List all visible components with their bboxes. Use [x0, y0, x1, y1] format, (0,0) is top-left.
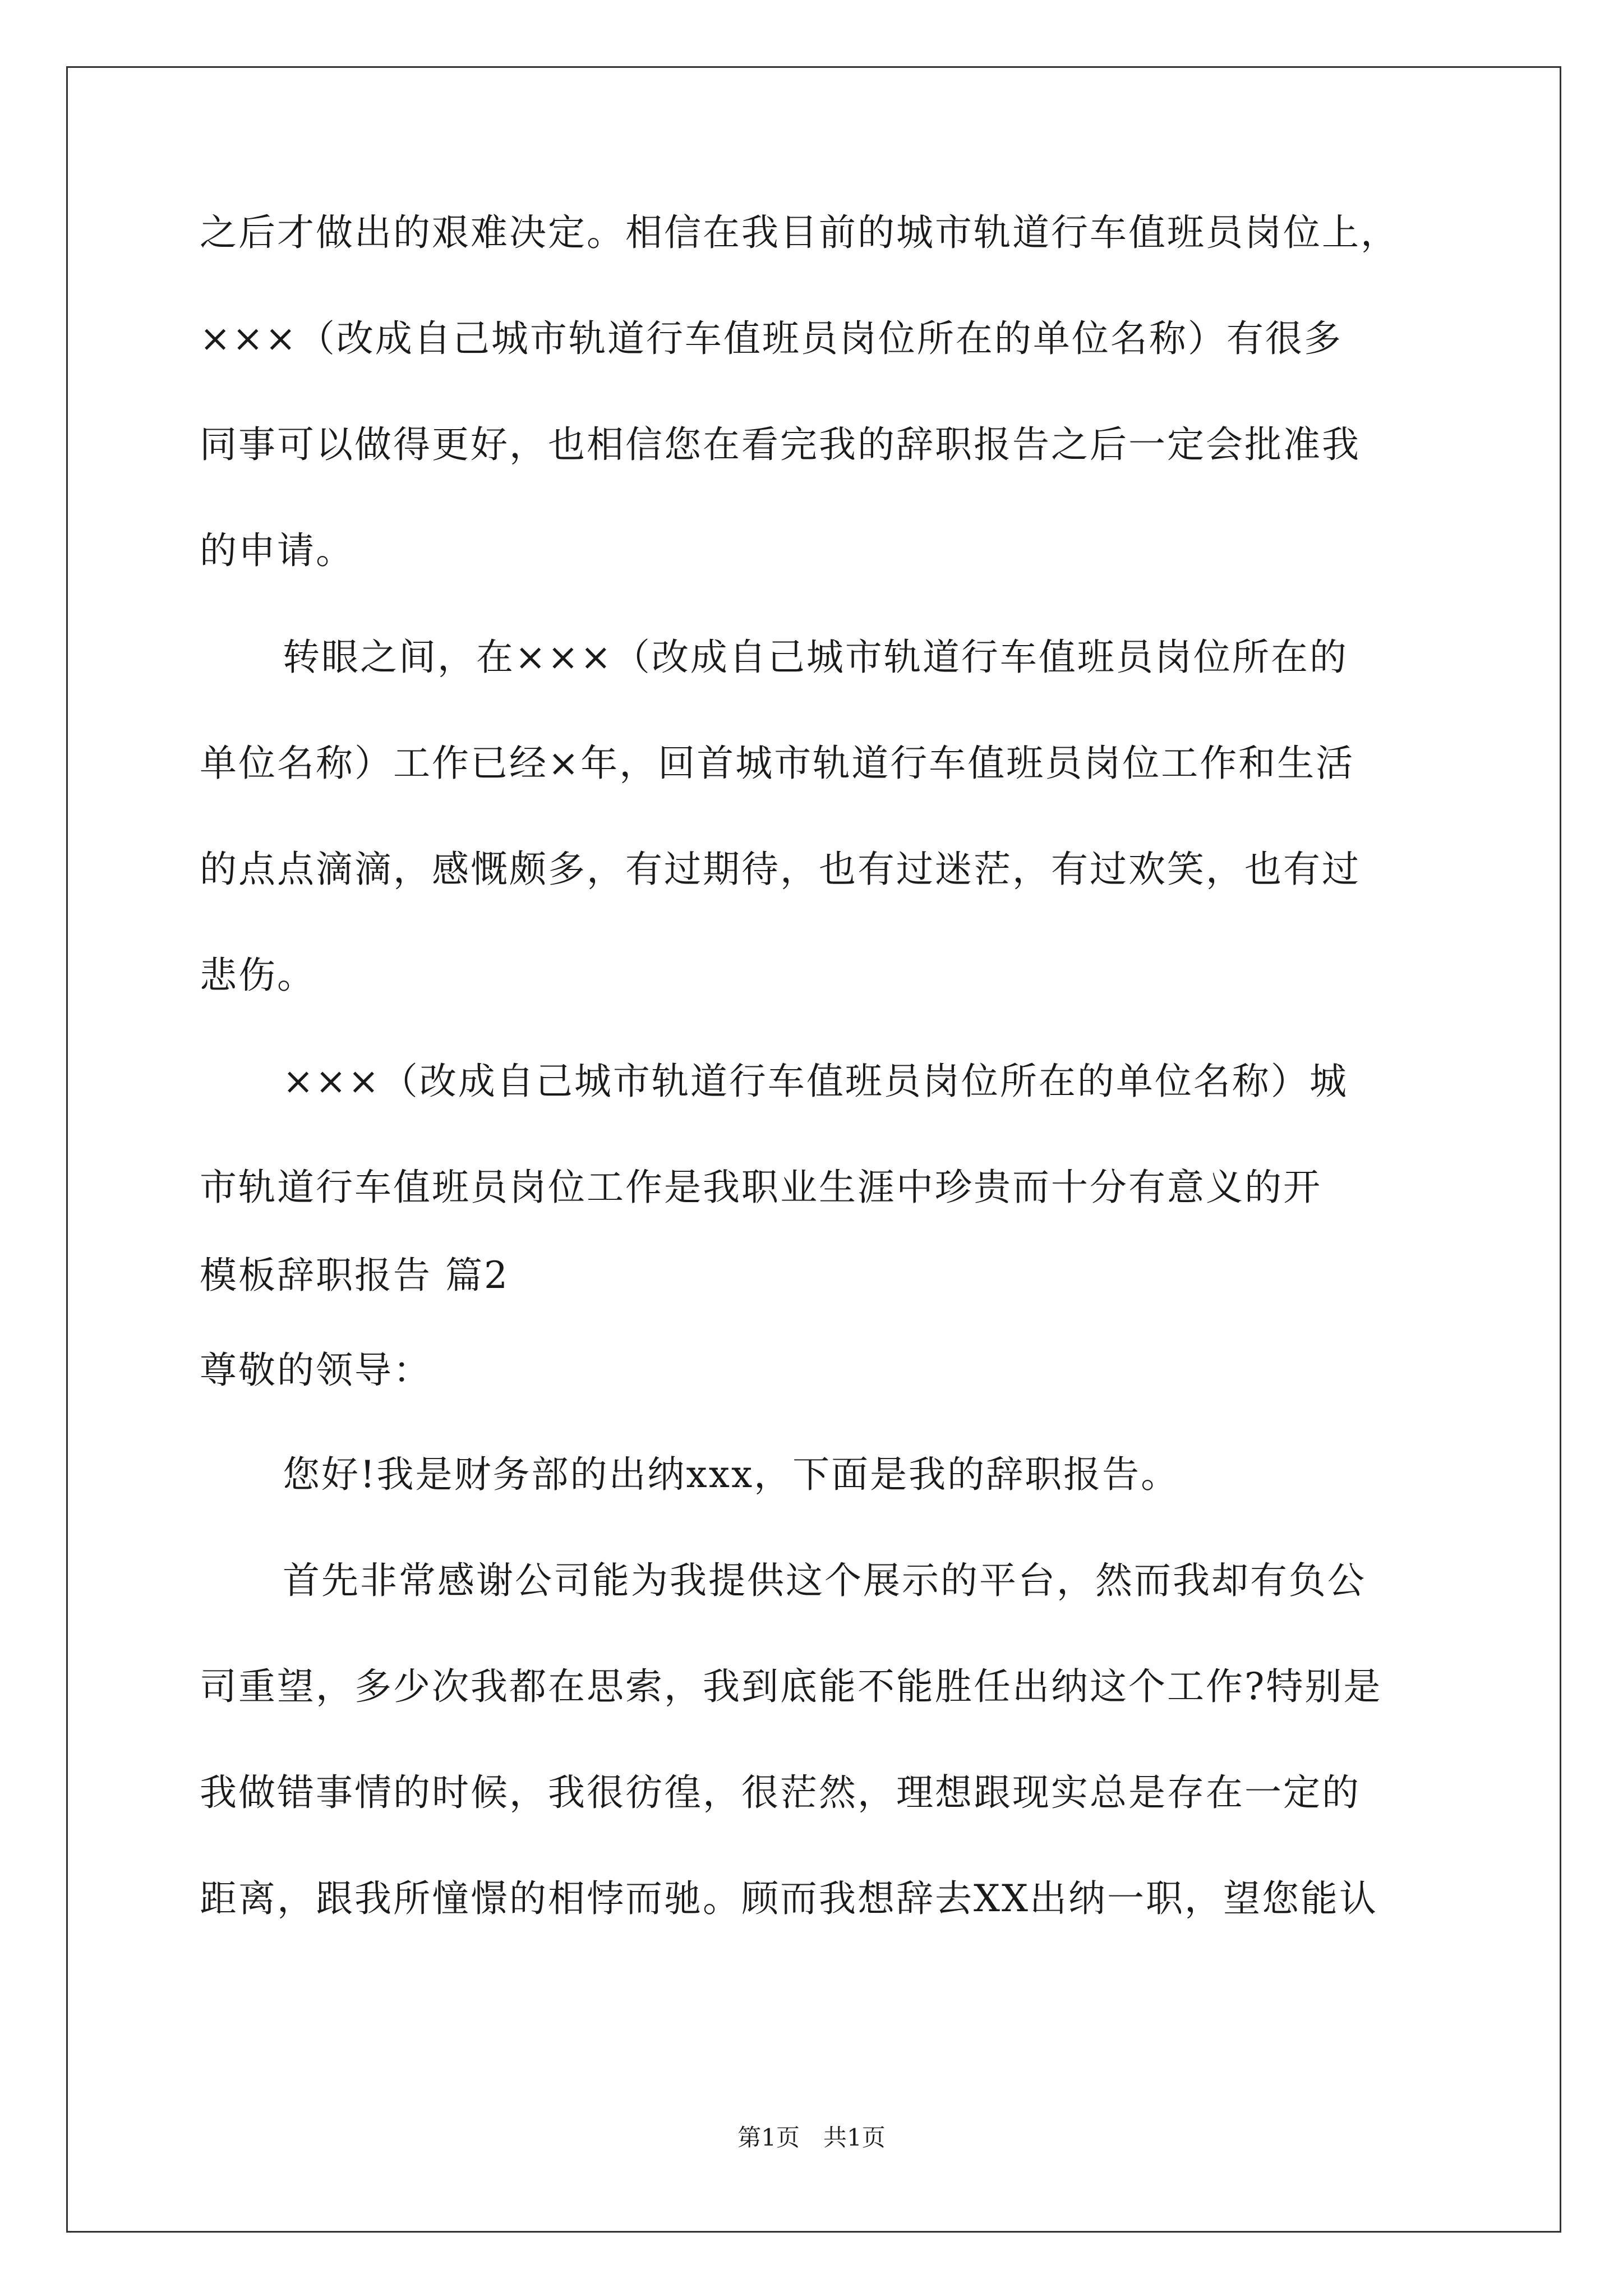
paragraph-line: 转眼之间，在×××（改成自己城市轨道行车值班员岗位所在的: [283, 636, 1348, 679]
paragraph-line: 您好!我是财务部的出纳xxx，下面是我的辞职报告。: [283, 1453, 1180, 1496]
section-heading: 模板辞职报告 篇2: [200, 1254, 509, 1297]
paragraph-line: 的点点滴滴，感慨颇多，有过期待，也有过迷茫，有过欢笑，也有过: [200, 848, 1361, 891]
paragraph-line: 同事可以做得更好，也相信您在看完我的辞职报告之后一定会批准我: [200, 423, 1361, 466]
paragraph-line: ×××（改成自己城市轨道行车值班员岗位所在的单位名称）有很多: [200, 317, 1343, 360]
salutation: 尊敬的领导：: [200, 1349, 432, 1392]
paragraph-line: 的申请。: [200, 529, 354, 572]
paragraph-line: 我做错事情的时候，我很彷徨，很茫然，理想跟现实总是存在一定的: [200, 1771, 1361, 1814]
paragraph-line: 司重望，多少次我都在思索，我到底能不能胜任出纳这个工作?特别是: [200, 1665, 1382, 1708]
paragraph-line: 单位名称）工作已经×年，回首城市轨道行车值班员岗位工作和生活: [200, 742, 1355, 785]
paragraph-line: 之后才做出的艰难决定。相信在我目前的城市轨道行车值班员岗位上，: [200, 211, 1399, 254]
paragraph-line: 距离，跟我所憧憬的相悖而驰。顾而我想辞去XX出纳一职，望您能认: [200, 1877, 1378, 1920]
paragraph-line: ×××（改成自己城市轨道行车值班员岗位所在的单位名称）城: [283, 1060, 1348, 1103]
paragraph-line: 悲伤。: [200, 954, 316, 997]
paragraph-line: 市轨道行车值班员岗位工作是我职业生涯中珍贵而十分有意义的开: [200, 1166, 1322, 1209]
paragraph-line: 首先非常感谢公司能为我提供这个展示的平台，然而我却有负公: [283, 1559, 1366, 1602]
page-number-footer: 第1页 共1页: [737, 2124, 886, 2151]
